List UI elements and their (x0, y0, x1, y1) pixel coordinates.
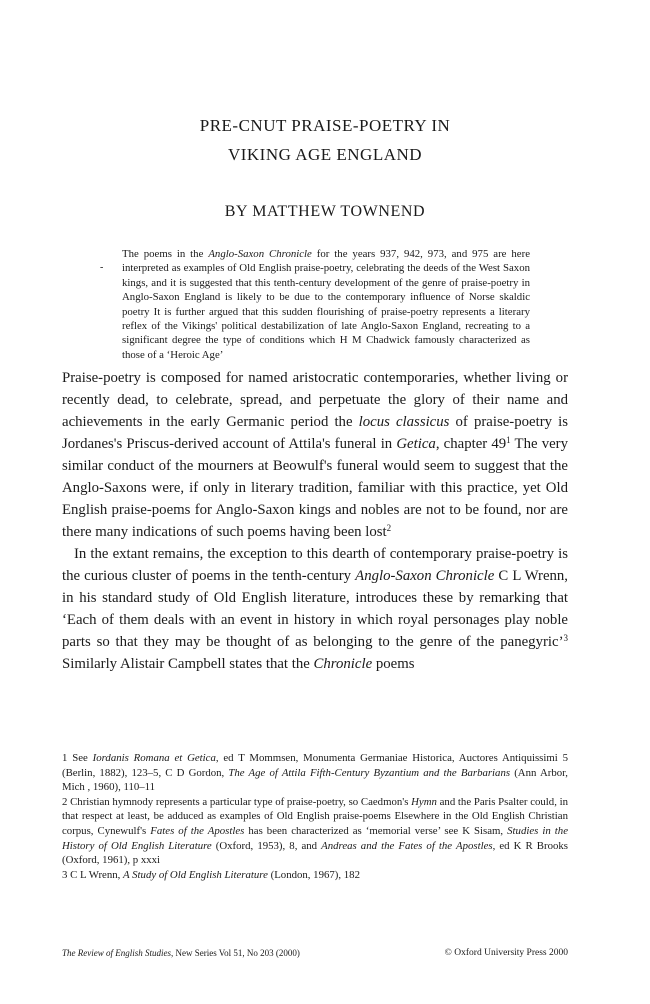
body-span: Similarly Alistair Campbell states that the (62, 656, 314, 672)
margin-mark: - (100, 262, 104, 273)
body-span: The very similar conduct of the mourners at Beowulf's funeral would seem to suggest that the Anglo-Saxons were, if only in literary tradition, familiar with this practice, yet Old English praise-poems for Anglo-Saxon kings and nobles are not to be found, nor are there many indications of such poems having been lost (62, 436, 568, 540)
body-italic: Chronicle (313, 656, 373, 672)
footnote-span: 2 Christian hymnody represents a particular type of praise-poetry, so Caedmon's (62, 795, 412, 808)
footnote-span: 1 See (62, 752, 93, 764)
copyright-notice: © Oxford University Press 2000 (444, 948, 568, 958)
footnote-span: 3 C L Wrenn, (62, 868, 124, 881)
body-text (62, 367, 568, 675)
footnote-3 (62, 868, 568, 883)
abstract (100, 247, 530, 362)
body-italic: locus classicus (358, 414, 450, 430)
footnote-italic: Studies in the History of Old English Literature (62, 824, 568, 852)
author-byline: BY MATTHEW TOWNEND (224, 203, 426, 220)
footnote-2 (62, 795, 568, 868)
journal-title: The Review of English Studies (62, 948, 171, 958)
footnote-italic: Fates of the Apostles (150, 824, 245, 837)
journal-issue: , New Series Vol 51, No 203 (2000) (170, 948, 300, 958)
footnote-ref-3[interactable]: 3 (563, 633, 568, 643)
body-span: In the extant remains, the exception to this dearth of contemporary praise-poetry is the curious cluster of poems in the tenth-century (62, 546, 568, 584)
body-span: , chapter 49 (435, 436, 507, 452)
body-span: of praise-poetry is Jordanes's Priscus-derived account of Attila's funeral in (62, 414, 568, 452)
journal-citation (62, 948, 300, 958)
body-span: C L Wrenn, in his standard study of Old English literature, introduces these by remarking that ‘Each of them deals with an event in history in which royal personages play noble parts so that they may be thought of as belonging to the genre of the panegyric’ (62, 568, 569, 650)
footnote-1 (62, 751, 568, 795)
footnote-span: , ed K R Brooks (Oxford, 1961), p xxxi (62, 839, 568, 867)
footnote-italic: Iordanis Romana et Getica (92, 752, 216, 764)
abstract-text-italic: Anglo-Saxon Chronicle (208, 248, 312, 260)
body-italic: Anglo-Saxon Chronicle (355, 568, 495, 584)
footnote-ref-1[interactable]: 1 (506, 435, 511, 445)
footnote-italic: A Study of Old English Literature (123, 868, 268, 881)
footnote-span: (London, 1967), 182 (267, 868, 360, 881)
footnote-span: (Ann Arbor, Mich , 1960), 110–11 (62, 766, 568, 794)
footnote-italic: Hymn (411, 795, 437, 808)
abstract-text: for the years 937, 942, 973, and 975 are here interpreted as examples of Old English praise-poetry, celebrating the deeds of the West Saxon kings, and it is suggested that this tenth-century development of the genre of praise-poetry in Anglo-Saxon England is likely to be due to the contemporary influence of Norse skaldic poetry It is further argued that this sudden flourishing of praise-poetry represents a literary reflex of the Vikings' political destabilization of late Anglo-Saxon England, recreating to a significant degree the type of conditions which H M Chadwick famously characterized as those of a ‘Heroic Age’ (122, 248, 530, 361)
body-span: Praise-poetry is composed for named aristocratic contemporaries, whether living or recently dead, to celebrate, spread, and perpetuate the glory of their name and achievements in the early Germanic period the (62, 370, 568, 430)
footnote-ref-2[interactable]: 2 (386, 523, 392, 533)
abstract-text: The poems in the (122, 248, 209, 260)
body-span: poems (372, 656, 415, 672)
paragraph-2 (62, 543, 568, 675)
footnote-italic: The Age of Attila Fifth-Century Byzantium and the Barbarians (228, 766, 511, 779)
article-title-line-1: PRE-CNUT PRAISE-POETRY IN (199, 116, 451, 135)
footnote-span: (Oxford, 1953), 8, and (211, 839, 322, 852)
footnote-span: and the Paris Psalter could, in that respect at least, be adduced as examples of Old English praise-poems Elsewhere in the Old English Christian corpus, Cynewulf's (62, 795, 568, 837)
footnote-italic: Andreas and the Fates of the Apostles (321, 839, 493, 852)
footnote-span: has been characterized as ‘memorial verse’ see K Sisam, (244, 824, 508, 837)
footnotes (62, 751, 568, 882)
article-title-line-2: VIKING AGE ENGLAND (227, 145, 423, 164)
paragraph-1 (62, 367, 568, 543)
footnote-span: , ed T Mommsen, Monumenta Germaniae Historica, Auctores Antiquissimi 5 (Berlin, 1882), 123–5, C D Gordon, (62, 752, 569, 779)
body-italic: Getica (396, 436, 436, 452)
